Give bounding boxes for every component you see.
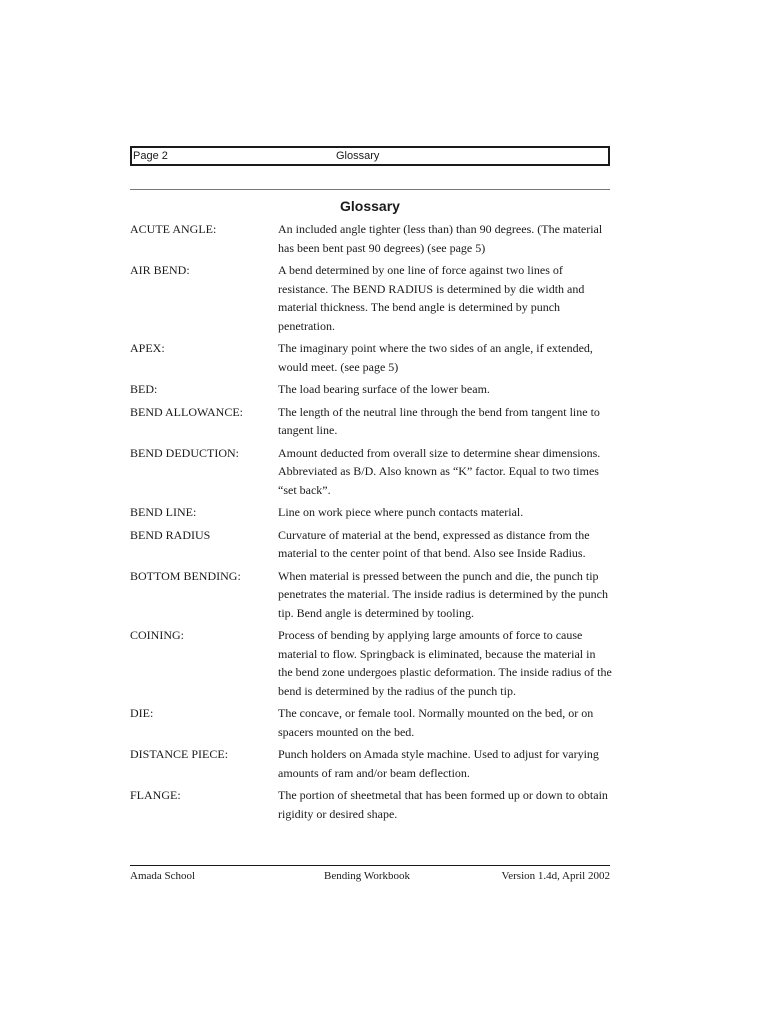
glossary-entry: [130, 503, 612, 522]
glossary-definition: The length of the neutral line through the bend from tangent line to tangent line.: [278, 404, 600, 437]
footer-workbook-title: Bending Workbook: [324, 870, 410, 882]
glossary-term: BEND LINE:: [130, 505, 197, 519]
page-header: [130, 146, 610, 166]
footer-school: Amada School: [130, 870, 196, 882]
glossary-term: AIR BEND:: [130, 263, 190, 277]
glossary-term: APEX:: [130, 341, 165, 355]
header-divider: [130, 189, 610, 190]
page-footer: [130, 868, 610, 884]
glossary-term: COINING:: [130, 628, 184, 642]
glossary-definition: Amount deducted from overall size to determine shear dimensions. Abbreviated as B/D. Also known as “K” factor. Equal to two times “set back”.: [278, 445, 601, 497]
footer-divider: [130, 865, 610, 866]
glossary-term: BED:: [130, 382, 158, 396]
glossary-definition: The portion of sheetmetal that has been formed up or down to obtain rigidity or desired shape.: [278, 788, 608, 821]
glossary-definition: A bend determined by one line of force against two lines of resistance. The BEND RADIUS is determined by die width and material thickness. The bend angle is determined by punch penetration.: [278, 263, 585, 333]
glossary-definition: An included angle tighter (less than) than 90 degrees. (The material has been bent past 90 degrees) (see page 5): [278, 222, 603, 255]
glossary-definition: The load bearing surface of the lower beam.: [278, 382, 490, 396]
glossary-term: BOTTOM BENDING:: [130, 568, 241, 583]
glossary-term: ACUTE ANGLE:: [130, 222, 217, 236]
glossary-entry: [130, 526, 612, 563]
glossary-definition: When material is pressed between the punch and die, the punch tip penetrates the material. The inside radius is determined by the punch tip. Bend angle is determined by tooling.: [278, 568, 609, 620]
glossary-term: BEND ALLOWANCE:: [130, 404, 243, 419]
header-section-title: Glossary: [336, 150, 380, 162]
glossary-definition: Process of bending by applying large amounts of force to cause material to flow. Springback is eliminated, because the material in the bend zone undergoes plastic deformation. The inside radius of the bend is determined by the radius of the punch tip.: [278, 628, 612, 698]
glossary-entry: [130, 745, 612, 782]
glossary-term: DISTANCE PIECE:: [130, 747, 229, 761]
glossary-definition: Curvature of material at the bend, expressed as distance from the material to the center point of that bend. Also see Inside Radius.: [278, 527, 590, 560]
glossary-definition: Punch holders on Amada style machine. Used to adjust for varying amounts of ram and/or beam deflection.: [278, 747, 599, 780]
glossary-entry: [130, 444, 612, 500]
glossary-entry: [130, 339, 612, 376]
header-page-number: Page 2: [133, 150, 168, 162]
glossary-entry: [130, 403, 612, 440]
glossary-definition: The imaginary point where the two sides of an angle, if extended, would meet. (see page 5): [278, 341, 593, 374]
glossary-term: BEND DEDUCTION:: [130, 445, 239, 460]
glossary-entry: [130, 567, 612, 623]
footer-version: Version 1.4d, April 2002: [501, 870, 610, 882]
glossary-entry: [130, 786, 612, 823]
glossary-definition: The concave, or female tool. Normally mounted on the bed, or on spacers mounted on the bed.: [278, 706, 594, 739]
glossary-list: [130, 220, 612, 827]
glossary-term: FLANGE:: [130, 788, 181, 802]
glossary-term: BEND RADIUS: [130, 527, 211, 542]
glossary-term: DIE:: [130, 706, 154, 720]
glossary-entry: [130, 380, 612, 399]
glossary-entry: [130, 704, 612, 741]
glossary-entry: [130, 626, 612, 700]
glossary-entry: [130, 220, 612, 257]
glossary-definition: Line on work piece where punch contacts material.: [278, 505, 524, 519]
glossary-entry: [130, 261, 612, 335]
page-title: Glossary: [340, 198, 400, 214]
